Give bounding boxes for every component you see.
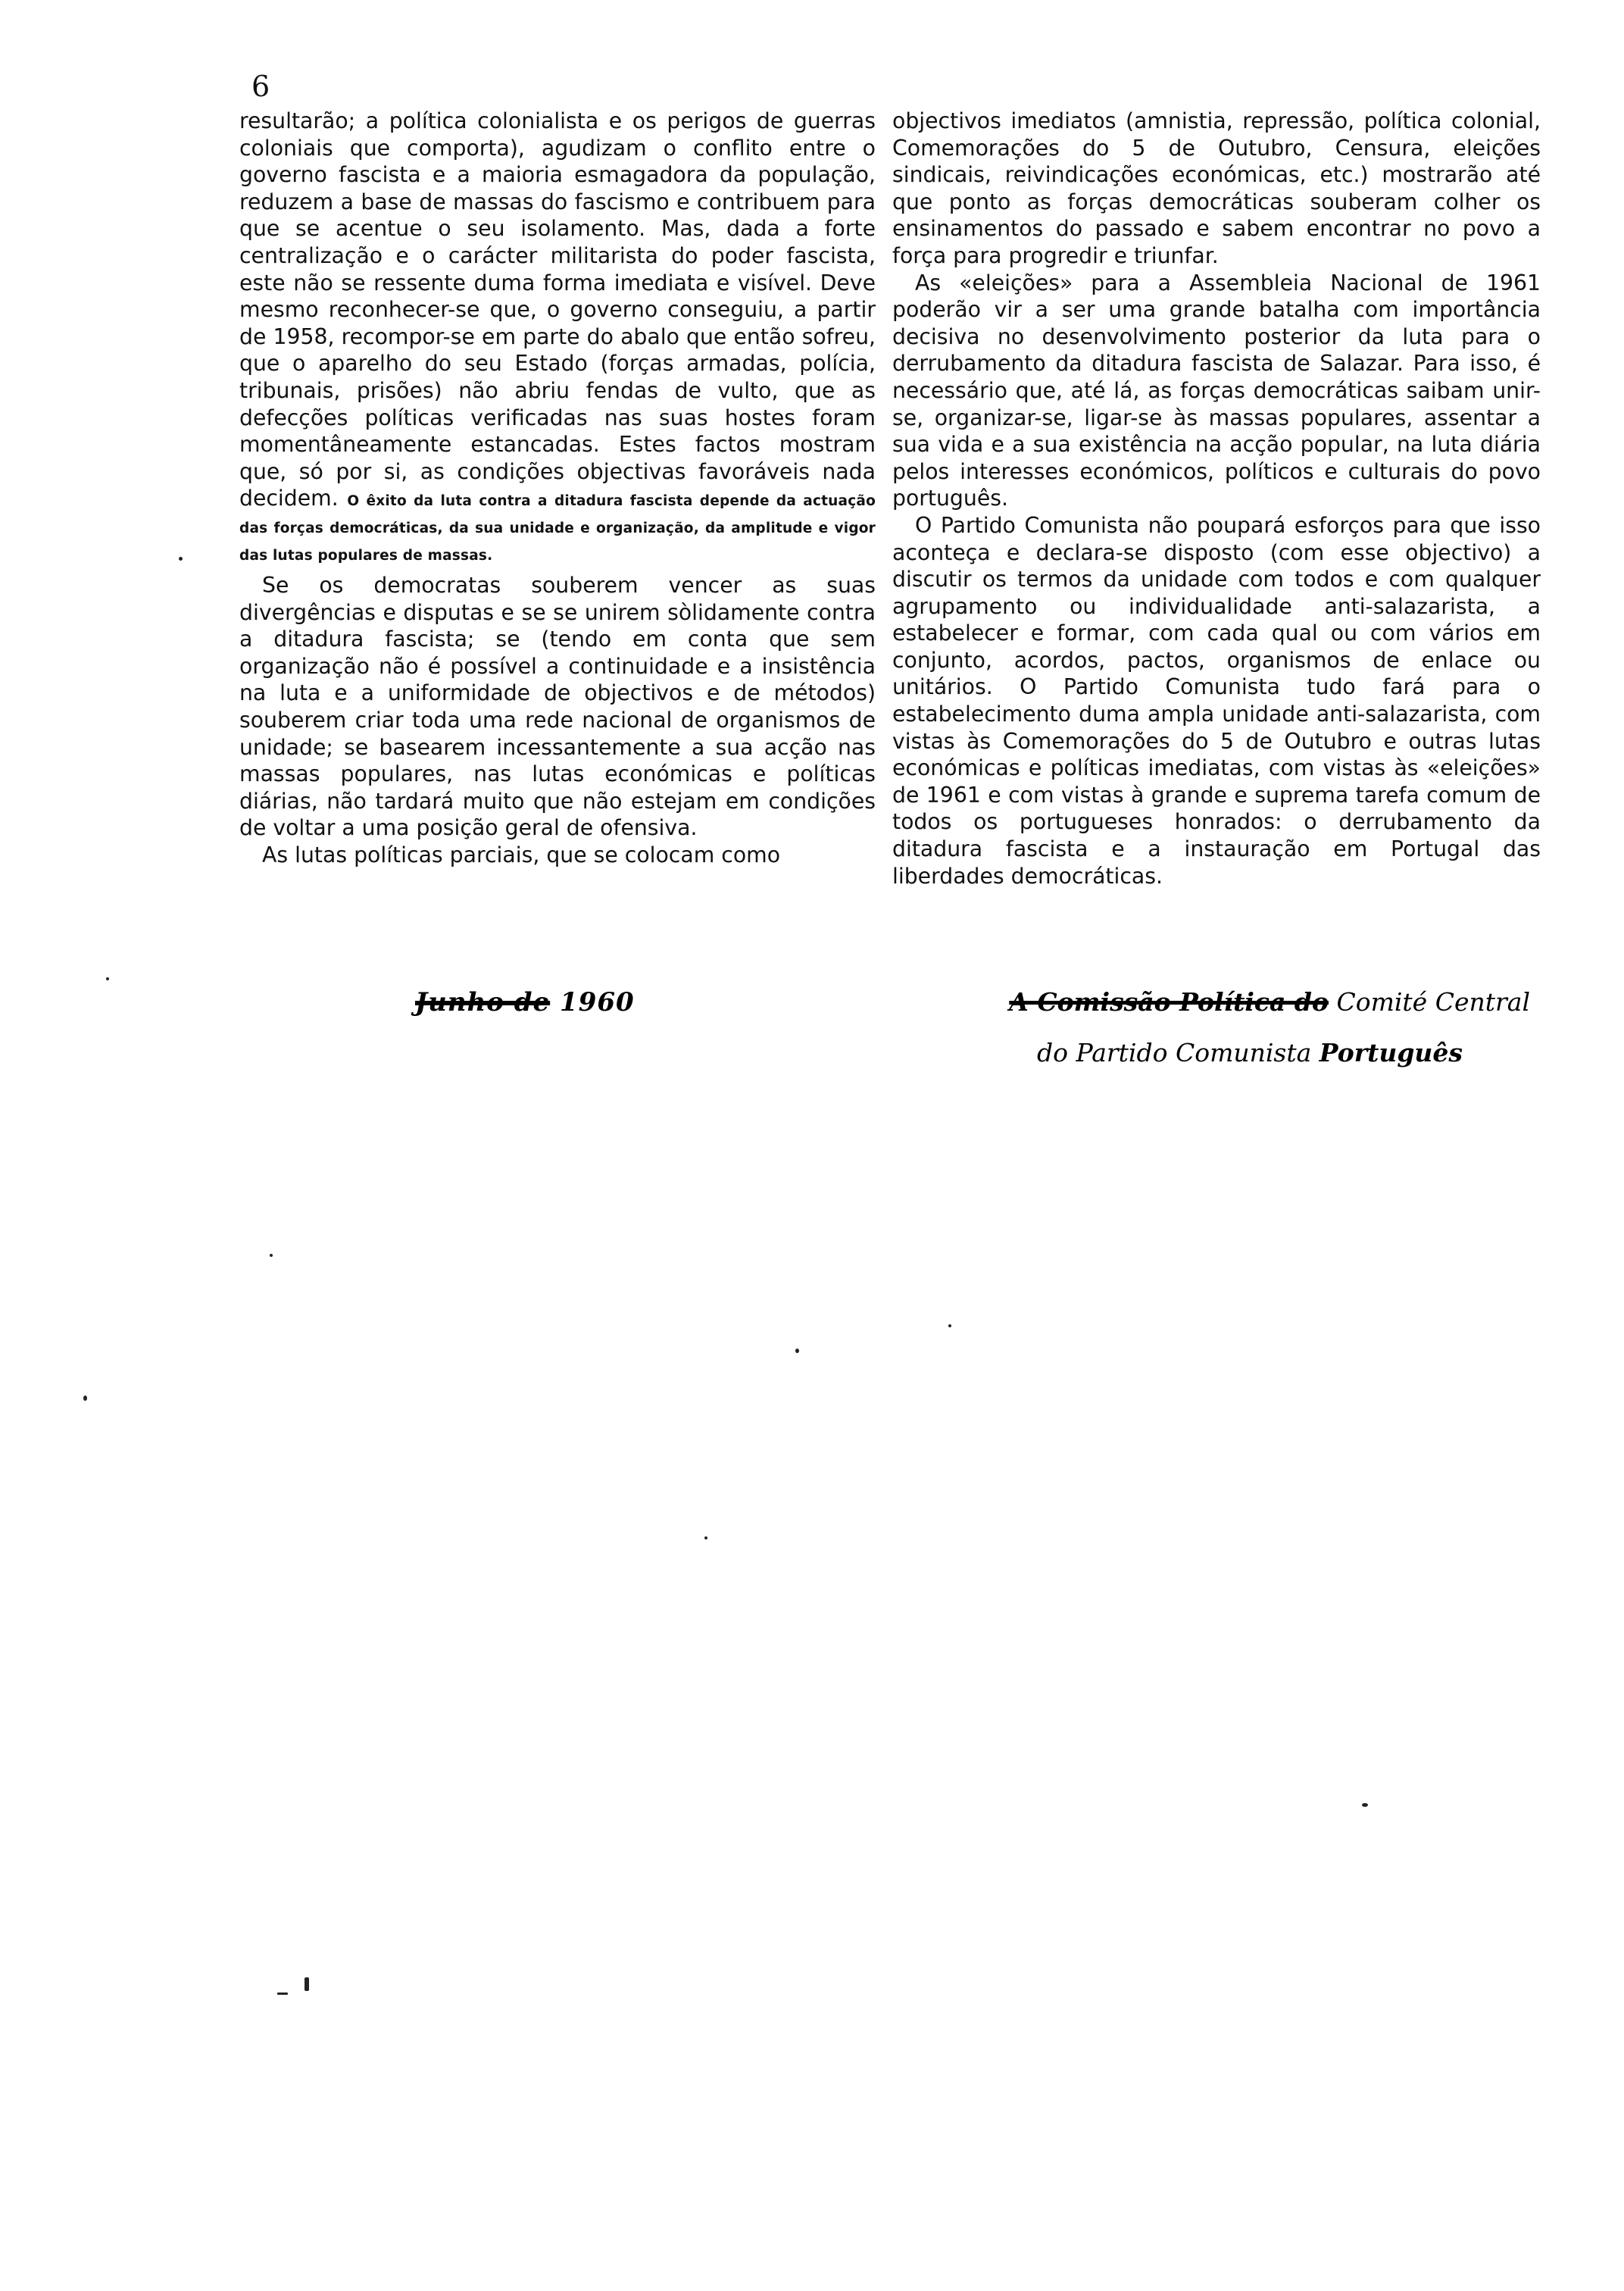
scan-speck (83, 1396, 87, 1401)
scan-speck (948, 1324, 951, 1327)
left-paragraph-1 (239, 108, 876, 566)
signature-smudged: A Comissão Política do (1009, 987, 1329, 1017)
signature-line-2 (985, 1038, 1515, 1067)
scan-speck (795, 1349, 799, 1353)
document-date (415, 987, 635, 1017)
left-paragraph-3: As lutas políticas parciais, que se colocam como (262, 842, 781, 868)
left-column (239, 108, 876, 869)
scan-speck (704, 1536, 707, 1539)
right-paragraph-1: objectivos imediatos (amnistia, repressão, política colonial, Comemorações do 5 de Outubro, Censura, eleições sindicais, reivindicações económicas, etc.) mostrarão até que ponto as forças democráticas souberam colher os ensinamentos do passado e sabem encontrar no povo a força para progredir e triunfar. (892, 108, 1541, 268)
right-paragraph-3: O Partido Comunista não poupará esforços para que isso aconteça e declara-se disposto (com esse objectivo) a discutir os termos da unidade com todos e com qualquer agrupamento ou individualidade anti-salazarista, a estabelecer e formar, com cada qual ou com vários em conjunto, acordos, pactos, organismos de enlace ou unitários. O Partido Comunista tudo fará para o estabelecimento duma ampla unidade anti-salazarista, com vistas às Comemorações do 5 de Outubro e outras lutas económicas e políticas imediatas, com vistas às «eleições» de 1961 e com vistas à grande e suprema tarefa comum de todos os portugueses honrados: o derrubamento da ditadura fascista e a instauração em Portugal das liberdades democráticas. (892, 512, 1541, 889)
scan-speck (179, 557, 183, 561)
page-number: 6 (251, 70, 270, 103)
right-paragraph-2: As «eleições» para a Assembleia Nacional de 1961 poderão vir a ser uma grande batalha com importância decisiva no desenvolvimento posterior da luta para o derrubamento da ditadura fascista de Salazar. Para isso, é necessário que, até lá, as forças democráticas saibam unir-se, organizar-se, ligar-se às massas populares, assentar a sua vida e a sua existência na acção popular, na luta diária pelos interesses económicos, políticos e culturais do povo português. (892, 270, 1541, 511)
left-paragraph-1-bold: O êxito da luta contra a ditadura fascista depende da actuação das forças democráticas, da sua unidade e organização, da amplitude e vigor das lutas populares de massas. (239, 493, 876, 564)
signature-line-1 (939, 987, 1530, 1017)
scan-speck (277, 1993, 288, 1995)
left-paragraph-2: Se os democratas souberem vencer as suas divergências e disputas e se se unirem sòlidamente contra a ditadura fascista; se (tendo em conta que sem organização não é possível a continuidade e a insistência na luta e a uniformidade de objectivos e de métodos) souberem criar toda uma rede nacional de organismos de unidade; se basearem incessantemente a sua acção nas massas populares, nas lutas económicas e políticas diárias, não tardará muito que não estejam em condições de voltar a uma posição geral de ofensiva. (239, 573, 876, 841)
signature-party-word: Português (1319, 1038, 1463, 1067)
left-paragraph-1-text: resultarão; a política colonialista e os perigos de guerras coloniais que comporta), agudizam o conflito entre o governo fascista e a maioria esmagadora da população, reduzem a base de massas do fascismo e contribuem para que se acentue o seu isolamento. Mas, dada a forte centralização e o carácter militarista do poder fascista, este não se ressente duma forma imediata e visível. Deve mesmo reconhecer-se que, o governo conseguiu, a partir de 1958, recompor-se em parte do abalo que então sofreu, que o aparelho do seu Estado (forças armadas, polícia, tribunais, prisões) não abriu fendas de vulto, que as defecções políticas verificadas nas suas hostes foram momentâneamente estancadas. Estes factos mostram que, só por si, as condições objectivas favoráveis nada decidem. (239, 108, 876, 511)
scan-speck (304, 1977, 309, 1991)
date-year: 1960 (560, 987, 635, 1017)
date-month-smudged: Junho de (415, 987, 551, 1017)
signature-party-prefix: do Partido Comunista (1037, 1038, 1312, 1067)
scan-speck (1362, 1803, 1368, 1807)
signature-committee: Comité Central (1336, 987, 1530, 1017)
scan-speck (270, 1254, 273, 1257)
right-column (892, 108, 1541, 889)
scan-speck (106, 977, 109, 980)
